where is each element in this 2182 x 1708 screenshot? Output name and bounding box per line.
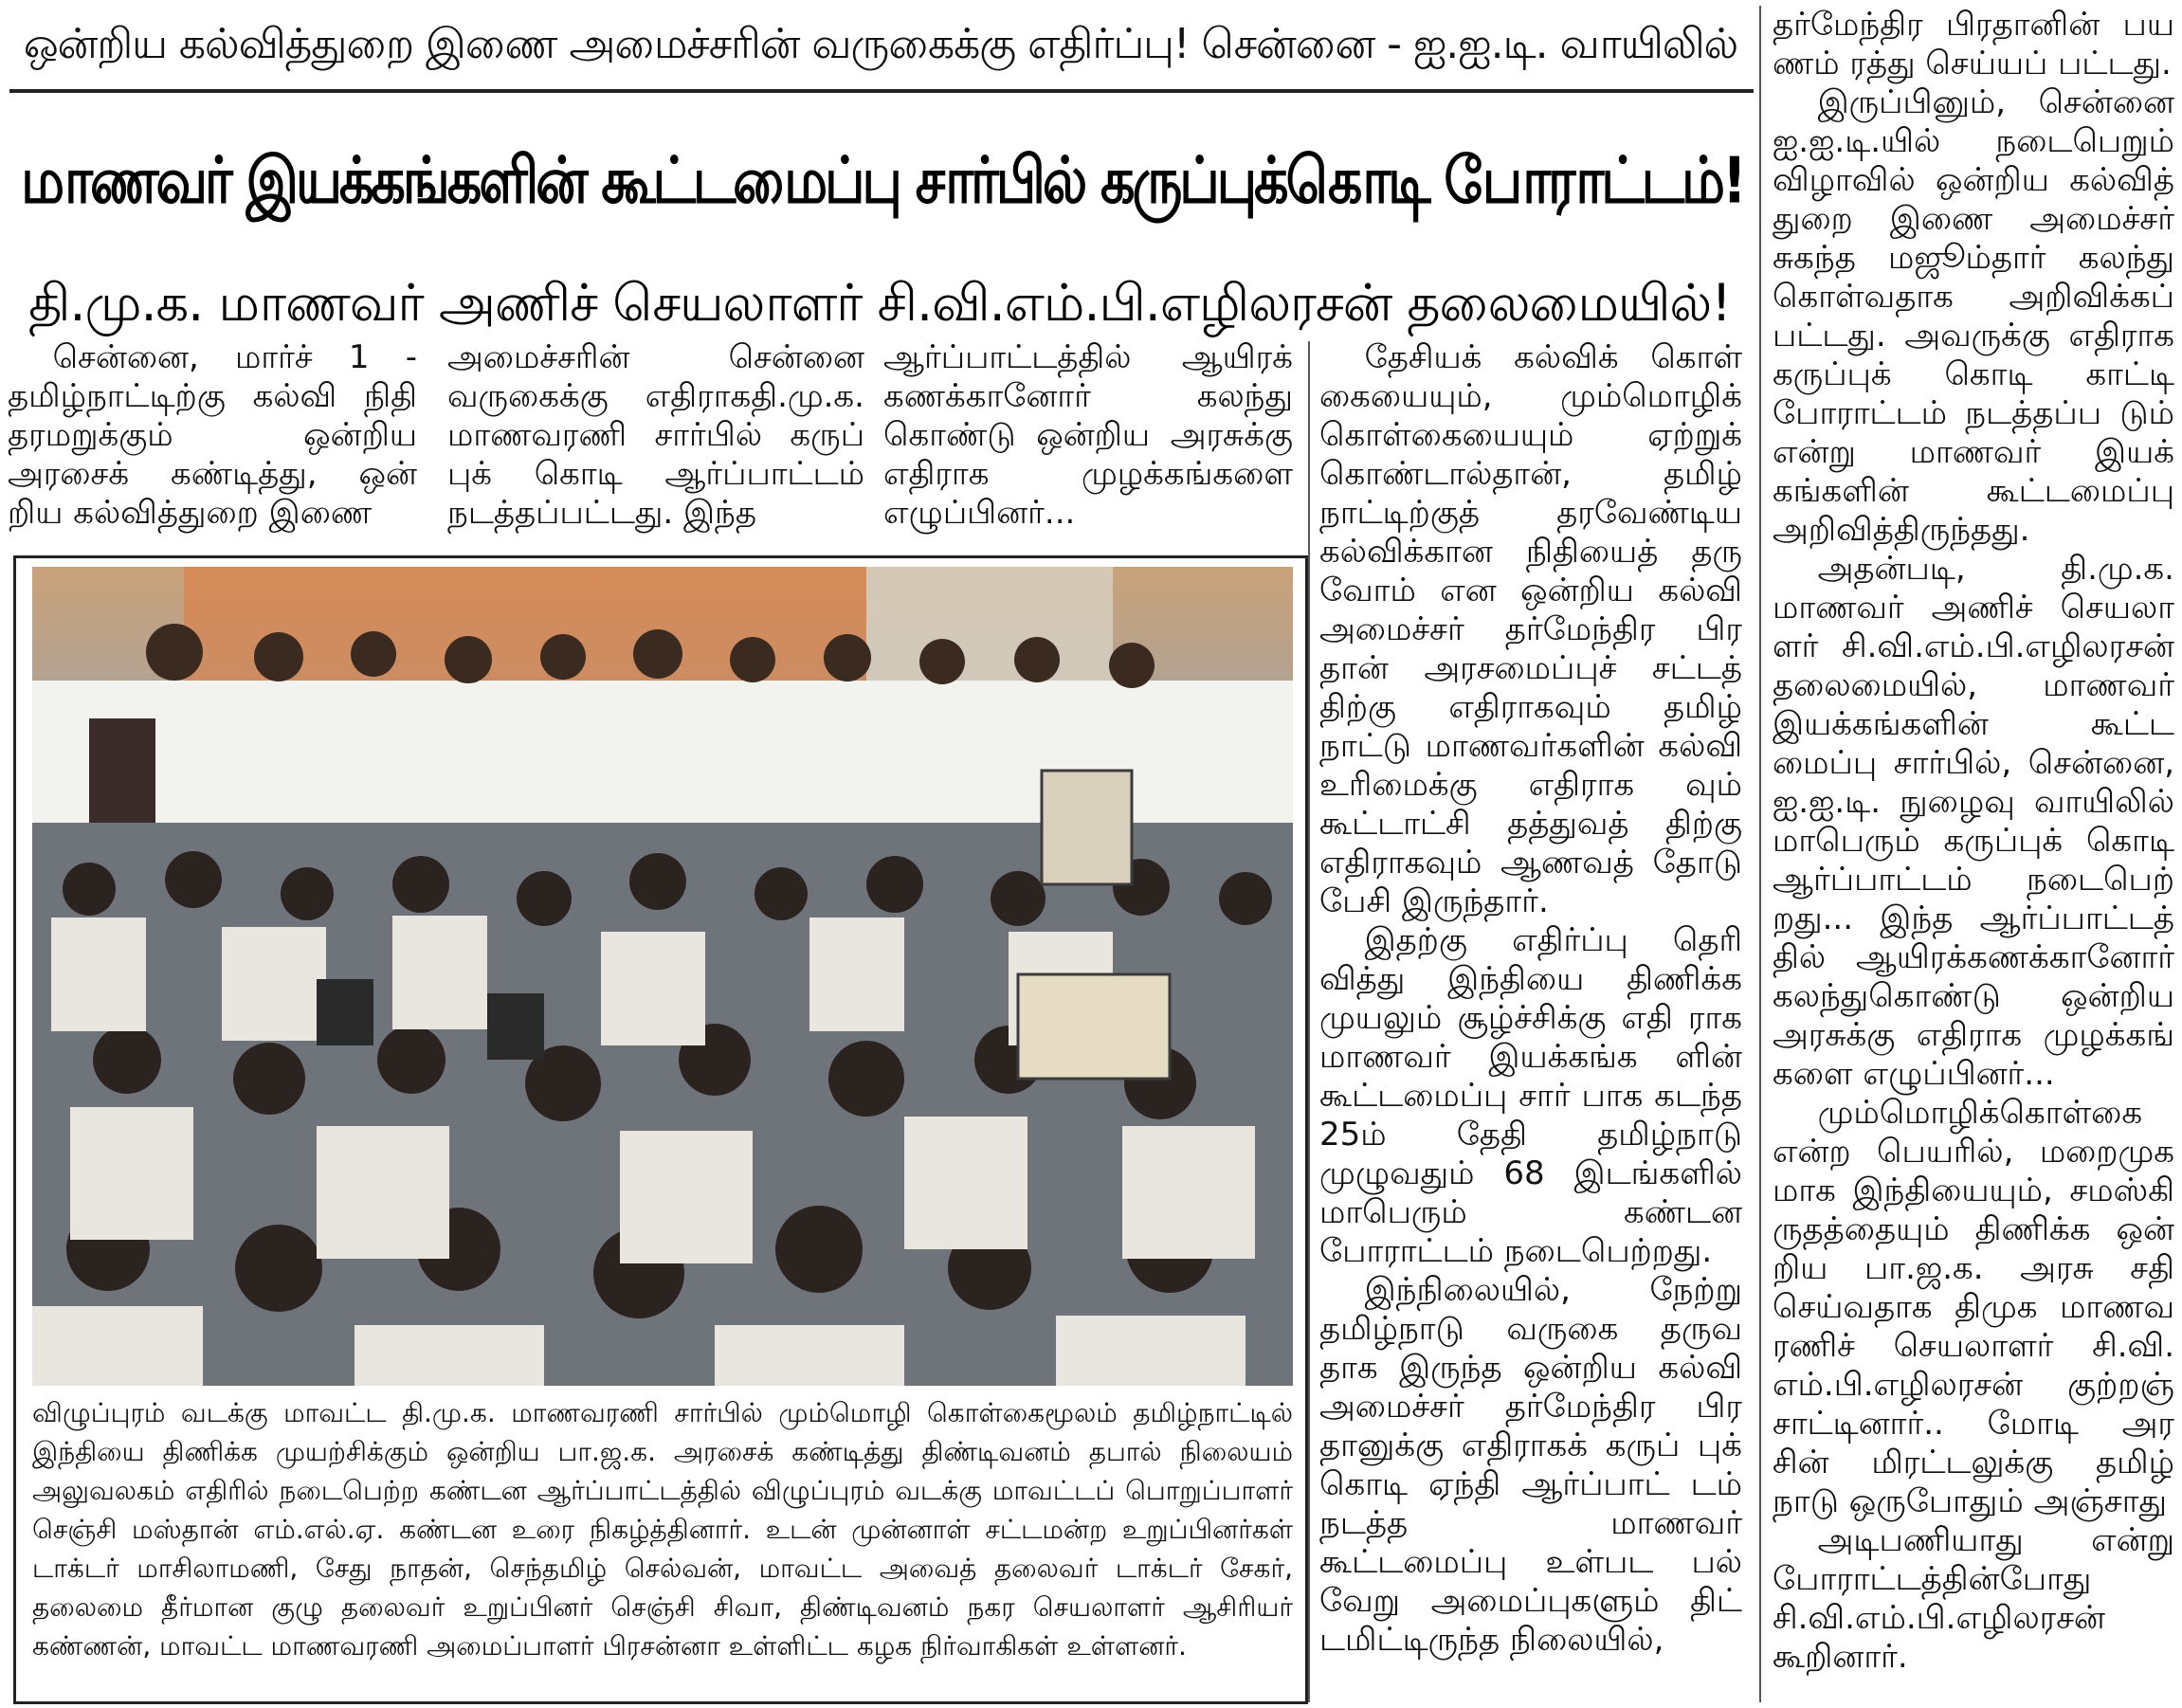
- subhead: தி.மு.க. மாணவர் அணிச் செயலாளர் சி.வி.எம்.பி.எழிலரசன் தலைமையில்!: [28, 273, 1731, 333]
- lead-text-2: அமைச்சரின் சென்னை வருகைக்கு எதிராகதி.மு.க. மாணவரணி சார்பில் கருப் புக் கொடி ஆர்ப்பாட்டம் நடத்தப்பட்டது. இந்த: [447, 338, 864, 532]
- lead-text-1: சென்னை, மார்ச் 1 - தமிழ்நாட்டிற்கு கல்வி நிதி தரமறுக்கும் ஒன்றிய அரசைக் கண்டித்து, ஒன் றிய கல்வித்துறை இணை: [8, 338, 417, 532]
- paragraph: இந்நிலையில், நேற்று தமிழ்நாடு வருகை தருவ தாக இருந்த ஒன்றிய கல்வி அமைச்சர் தர்மேந்திர பிர தானுக்கு எதிராகக் கருப் புக் கொடி ஏந்தி ஆர்ப்பாட் டம் நடத்த மாணவர் கூட்டமைப்பு உள்பட பல் வேறு அமைப்புகளும் திட் டமிட்டிருந்த நிலையில்,: [1319, 1271, 1742, 1659]
- column-divider: [1308, 341, 1310, 1702]
- paragraph: இருப்பினும், சென்னை ஐ.ஐ.டி.யில் நடைபெறும் விழாவில் ஒன்றிய கல்வித் துறை இணை அமைச்சர் சுகந்த மஜூம்தார் கலந்து கொள்வதாக அறிவிக்கப் பட்டது. அவருக்கு எதிராக கருப்புக் கொடி காட்டி போராட்டம் நடத்தப்ப டும் என்று மாணவர் இயக் கங்களின் கூட்டமைப்பு அறிவித்திருந்தது.: [1773, 83, 2174, 549]
- paragraph: இதற்கு எதிர்ப்பு தெரி வித்து இந்தியை திணிக்க முயலும் சூழ்ச்சிக்கு எதி ராக மாணவர் இயக்கங்க ளின் கூட்டமைப்பு சார் பாக கடந்த 25ம் தேதி தமிழ்நாடு முழுவதும் 68 இடங்களில் மாபெரும் கண்டன போராட்டம் நடைபெற்றது.: [1319, 921, 1742, 1270]
- paragraph: அடிபணியாது என்று போராட்டத்தின்போது சி.வி.எம்.பி.எழிலரசன் கூறினார்.: [1773, 1521, 2174, 1676]
- body-column-5: [1773, 6, 2174, 1702]
- lead-column-3: [883, 338, 1293, 547]
- paragraph: அதன்படி, தி.மு.க. மாணவர் அணிச் செயலா ளர் சி.வி.எம்.பி.எழிலரசன் தலைமையில், மாணவர் இயக்கங்களின் கூட்ட மைப்பு சார்பில், சென்னை, ஐ.ஐ.டி. நுழைவு வாயிலில் மாபெரும் கருப்புக் கொடி ஆர்ப்பாட்டம் நடைபெற் றது... இந்த ஆர்ப்பாட்டத் தில் ஆயிரக்கணக்கானோர் கலந்துகொண்டு ஒன்றிய அரசுக்கு எதிராக முழக்கங் களை எழுப்பினர்...: [1773, 550, 2174, 1093]
- lead-column-1: [8, 338, 417, 547]
- paragraph: தேசியக் கல்விக் கொள் கையையும், மும்மொழிக் கொள்கையையும் ஏற்றுக் கொண்டால்தான், தமிழ் நாட்டிற்குத் தரவேண்டிய கல்விக்கான நிதியைத் தரு வோம் என ஒன்றிய கல்வி அமைச்சர் தர்மேந்திர பிர தான் அரசமைப்புச் சட்டத் திற்கு எதிராகவும் தமிழ் நாட்டு மாணவர்களின் கல்வி உரிமைக்கு எதிராக வும் கூட்டாட்சி தத்துவத் திற்கு எதிராகவும் ஆணவத் தோடு பேசி இருந்தார்.: [1319, 338, 1742, 920]
- paragraph: தர்மேந்திர பிரதானின் பய ணம் ரத்து செய்யப் பட்டது.: [1773, 6, 2174, 82]
- photo-caption: விழுப்புரம் வடக்கு மாவட்ட தி.மு.க. மாணவரணி சார்பில் மும்மொழி கொள்கைமூலம் தமிழ்நாட்டில் இந்தியை திணிக்க முயற்சிக்கும் ஒன்றிய பா.ஜ.க. அரசைக் கண்டித்து திண்டிவனம் தபால் நிலையம் அலுவலகம் எதிரில் நடைபெற்ற கண்டன ஆர்ப்பாட்டத்தில் விழுப்புரம் வடக்கு மாவட்டப் பொறுப்பாளர் செஞ்சி மஸ்தான் எம்.எல்.ஏ. கண்டன உரை நிகழ்த்தினார். உடன் முன்னாள் சட்டமன்ற உறுப்பினர்கள் டாக்டர் மாசிலாமணி, சேது நாதன், செந்தமிழ் செல்வன், மாவட்ட அவைத் தலைவர் டாக்டர் சேகர், தலைமை தீர்மான குழு தலைவர் உறுப்பினர் செஞ்சி சிவா, திண்டிவனம் நகர செயலாளர் ஆசிரியர் கண்ணன், மாவட்ட மாணவரணி அமைப்பாளர் பிரசன்னா உள்ளிட்ட கழக நிர்வாகிகள் உள்ளனர்.: [32, 1397, 1293, 1663]
- lead-column-2: [447, 338, 864, 547]
- paragraph: மும்மொழிக்கொள்கை என்ற பெயரில், மறைமுக மாக இந்தியையும், சமஸ்கி ருதத்தையும் திணிக்க ஒன் றிய பா.ஜ.க. அரசு சதி செய்வதாக திமுக மாணவ ரணிச் செயலாளர் சி.வி. எம்.பி.எழிலரசன் குற்றஞ் சாட்டினார்.. மோடி அர சின் மிரட்டலுக்கு தமிழ் நாடு ஒருபோதும் அஞ்சாது: [1773, 1094, 2174, 1520]
- protest-photo: [32, 567, 1293, 1386]
- protest-crowd-illustration: [32, 567, 1293, 1386]
- body-column-4: [1319, 338, 1742, 1703]
- kicker-line: ஒன்றிய கல்வித்துறை இணை அமைச்சரின் வருகைக்கு எதிர்ப்பு! சென்னை - ஐ.ஐ.டி. வாயிலில்: [23, 20, 1738, 68]
- headline: மாணவர் இயக்கங்களின் கூட்டமைப்பு சார்பில் கருப்புக்கொடி போராட்டம்!: [21, 144, 1744, 218]
- lead-text-3: ஆர்ப்பாட்டத்தில் ஆயிரக் கணக்கானோர் கலந்து கொண்டு ஒன்றிய அரசுக்கு எதிராக முழக்கங்களை எழுப்பினர்...: [883, 338, 1293, 532]
- column-divider: [1759, 6, 1761, 1702]
